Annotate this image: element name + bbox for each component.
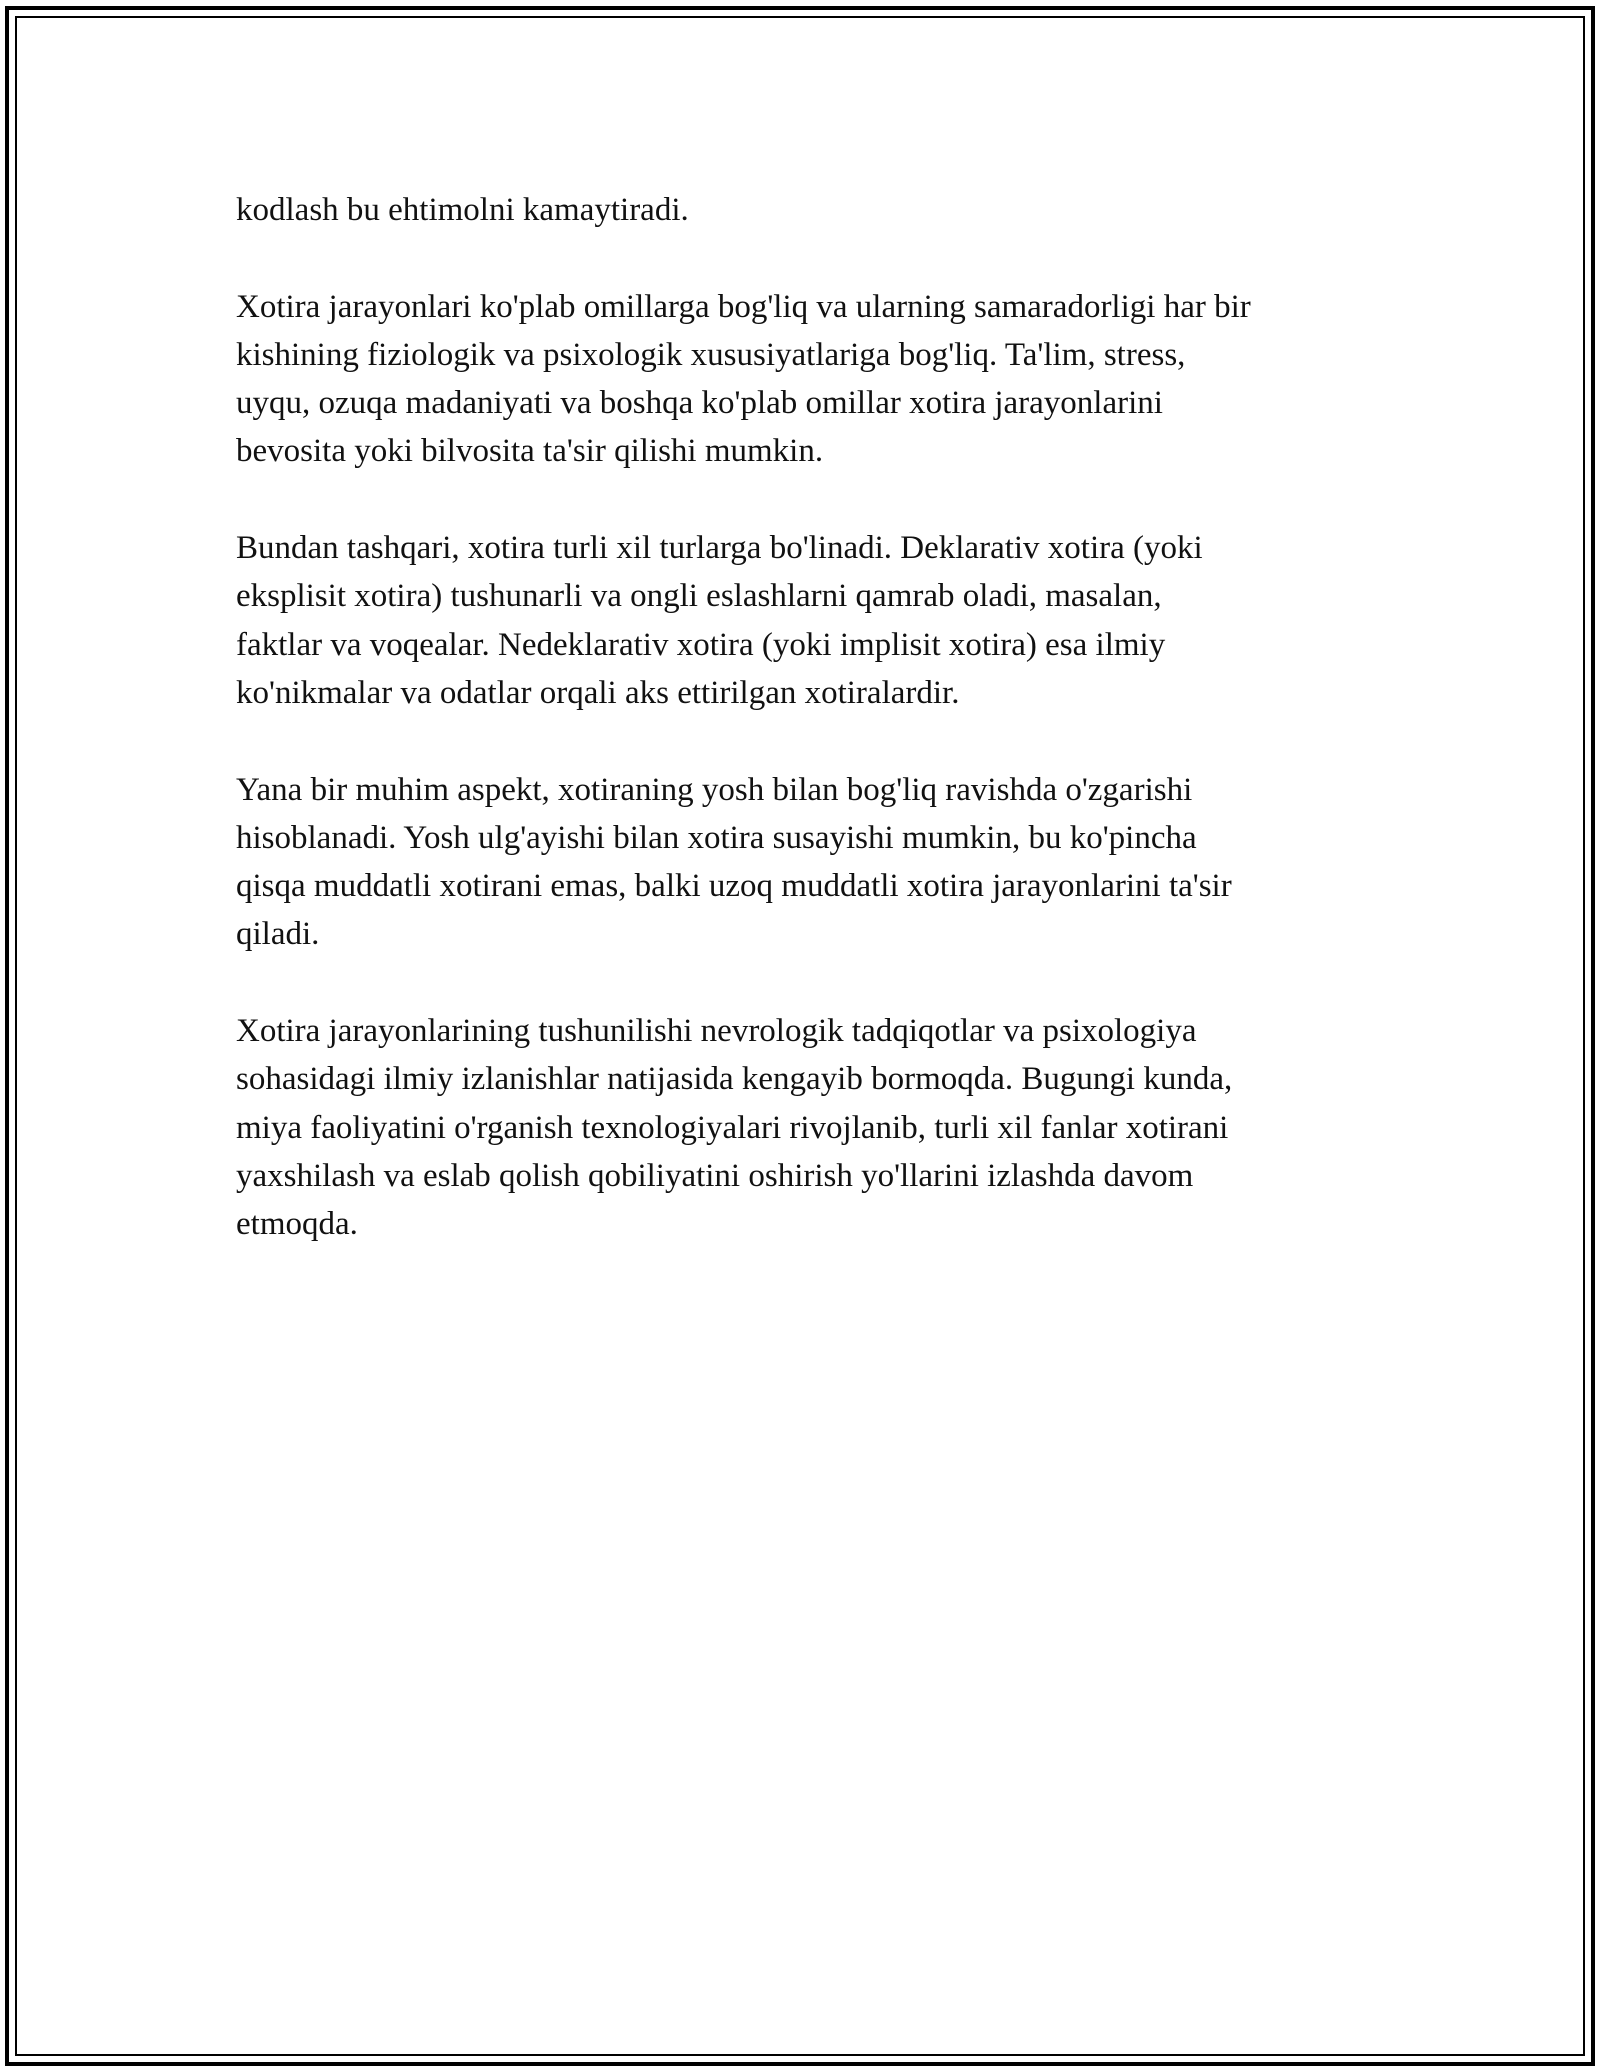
paragraph-5: Xotira jarayonlarining tushunilishi nevrologik tadqiqotlar va psixologiya sohasidagi ilmiy izlanishlar natijasida kengayib bormoqda. Bugungi kunda, miya faoliyatini o'rganish texnologiyalari rivojlanib, turli xil fanlar xotirani yaxshilash va eslab qolish qobiliyatini oshirish yo'llarini izlashda davom etmoqda. [236,1013,1233,1243]
document-body [236,186,1386,1297]
paragraph-3: Bundan tashqari, xotira turli xil turlarga bo'linadi. Deklarativ xotira (yoki eksplisit xotira) tushunarli va ongli eslashlarni qamrab oladi, masalan, faktlar va voqealar. Nedeklarativ xotira (yoki implisit xotira) esa ilmiy ko'nikmalar va odatlar orqali aks ettirilgan xotiralardir. [236,530,1203,711]
paragraph-2: Xotira jarayonlari ko'plab omillarga bog'liq va ularning samaradorligi har bir kishining fiziologik va psixologik xususiyatlariga bog'liq. Ta'lim, stress, uyqu, ozuqa madaniyati va boshqa ko'plab omillar xotira jarayonlarini bevosita yoki bilvosita ta'sir qilishi mumkin. [236,288,1251,470]
paragraph-4: Yana bir muhim aspekt, xotiraning yosh bilan bog'liq ravishda o'zgarishi hisoblanadi. Yosh ulg'ayishi bilan xotira susayishi mumkin, bu ko'pincha qisqa muddatli xotirani emas, balki uzoq muddatli xotira jarayonlarini ta'sir qiladi. [236,771,1232,953]
paragraph-1: kodlash bu ehtimolni kamaytiradi. [236,192,689,228]
